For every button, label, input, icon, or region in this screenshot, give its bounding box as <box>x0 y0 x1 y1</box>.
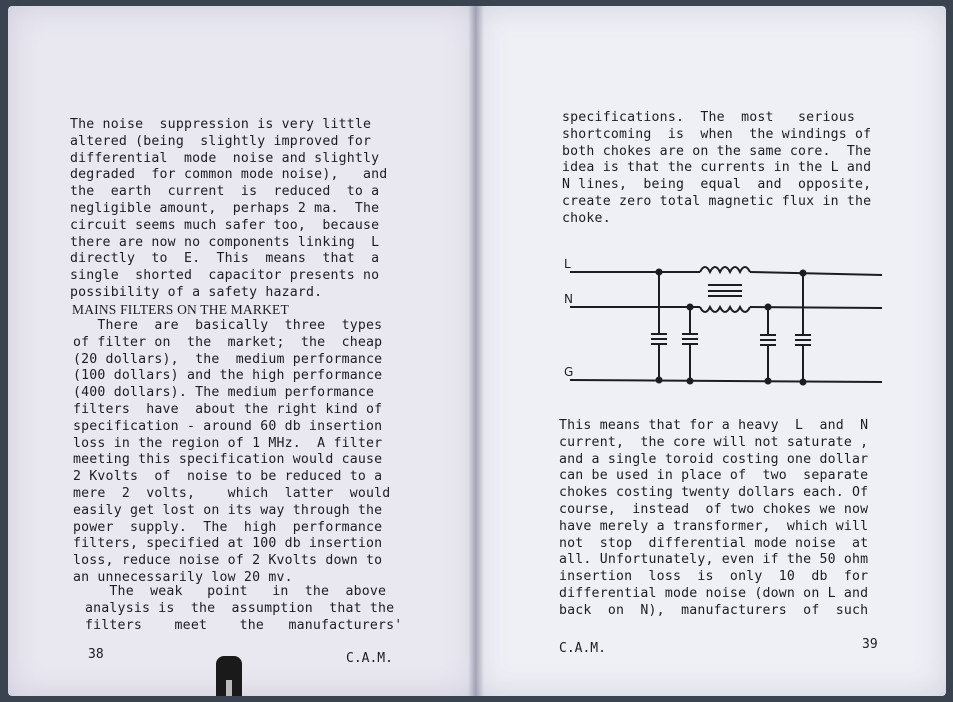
text-line: The weak point in the above <box>85 584 387 599</box>
label-n: N <box>564 292 573 306</box>
text-line: altered (being slightly improved for <box>70 133 372 149</box>
text-line: of filter on the market; the cheap <box>73 334 383 350</box>
text-line: (400 dollars). The medium performance <box>73 385 375 401</box>
text-line: power supply. The high performance <box>73 519 383 535</box>
text-line: an unnecessarily low 20 mv. <box>73 569 293 585</box>
ground-conductor <box>570 380 882 382</box>
text-line: shortcoming is when the windings of <box>562 126 872 142</box>
left-paragraph-2 <box>73 318 390 587</box>
text-line: (100 dollars) and the high performance <box>73 368 383 384</box>
section-heading: MAINS FILTERS ON THE MARKET <box>72 302 289 317</box>
book-gutter <box>468 6 484 696</box>
text-line: loss, reduce noise of 2 Kvolts down to <box>73 553 383 569</box>
text-line: specification - around 60 db insertion <box>73 418 383 434</box>
left-footer: C.A.M. <box>346 651 393 666</box>
text-line: course, instead of two chokes we now <box>559 501 869 517</box>
left-paragraph-3 <box>85 584 402 634</box>
text-line: create zero total magnetic flux in the <box>562 193 872 209</box>
text-line: both chokes are on the same core. The <box>562 143 872 159</box>
filter-circuit-diagram <box>560 255 890 395</box>
choke-coil-bottom <box>700 307 750 312</box>
text-line: filters have about the right kind of <box>73 401 383 417</box>
text-line: not stop differential mode noise at <box>559 535 869 551</box>
text-line: insertion loss is only 10 db for <box>559 569 869 585</box>
right-footer: C.A.M. <box>559 641 606 656</box>
text-line: directly to E. This means that a <box>70 251 380 267</box>
text-line: back on N), manufacturers of such <box>559 602 869 618</box>
label-g: G <box>564 365 574 379</box>
text-line: negligible amount, perhaps 2 ma. The <box>70 200 380 216</box>
text-line: circuit seems much safer too, because <box>70 217 380 233</box>
text-line: This means that for a heavy L and N <box>559 418 869 433</box>
right-paragraph-1 <box>562 110 871 228</box>
text-line: have merely a transformer, which will <box>559 518 869 534</box>
text-line: the earth current is reduced to a <box>70 184 380 200</box>
text-line: mere 2 volts, which latter would <box>73 485 391 501</box>
label-l: L <box>564 257 571 271</box>
text-line: choke. <box>562 210 611 226</box>
text-line: and a single toroid costing one dollar <box>559 451 869 467</box>
text-line: 2 Kvolts of noise to be reduced to a <box>73 469 383 485</box>
capacitor-3 <box>760 335 776 345</box>
text-line: single shorted capacitor presents no <box>70 268 380 284</box>
right-paragraph-2 <box>559 418 868 620</box>
right-page-number: 39 <box>862 637 878 652</box>
text-line: The noise suppression is very little <box>70 117 372 132</box>
text-line: meeting this specification would cause <box>73 452 383 468</box>
capacitor-4 <box>795 335 811 345</box>
text-line: There are basically three types <box>73 318 383 333</box>
text-line: differential mode noise and slightly <box>70 150 380 166</box>
capacitor-1 <box>651 334 667 344</box>
text-line: analysis is the assumption that the <box>85 600 395 616</box>
text-line: specifications. The most serious <box>562 110 856 125</box>
left-paragraph-1 <box>70 117 387 302</box>
text-line: filters, specified at 100 db insertion <box>73 536 383 552</box>
left-page-number: 38 <box>88 647 104 662</box>
text-line: chokes costing twenty dollars each. Of <box>559 485 869 501</box>
text-line: there are now no components linking L <box>70 234 380 250</box>
text-line: current, the core will not saturate , <box>559 434 869 450</box>
text-line: easily get lost on its way through the <box>73 502 383 518</box>
text-line: differential mode noise (down on L and <box>559 585 869 601</box>
text-line: can be used in place of two separate <box>559 468 869 484</box>
text-line: filters meet the manufacturers' <box>85 617 403 633</box>
choke-coil-top <box>700 267 750 272</box>
bookmark-clip <box>216 656 242 696</box>
text-line: loss in the region of 1 MHz. A filter <box>73 435 383 451</box>
text-line: idea is that the currents in the L and <box>562 160 872 176</box>
text-line: all. Unfortunately, even if the 50 ohm <box>559 552 869 568</box>
text-line: possibility of a safety hazard. <box>70 284 323 300</box>
text-line: (20 dollars), the medium performance <box>73 351 383 367</box>
text-line: degraded for common mode noise), and <box>70 167 388 183</box>
text-line: N lines, being equal and opposite, <box>562 177 872 193</box>
capacitor-2 <box>682 334 698 344</box>
